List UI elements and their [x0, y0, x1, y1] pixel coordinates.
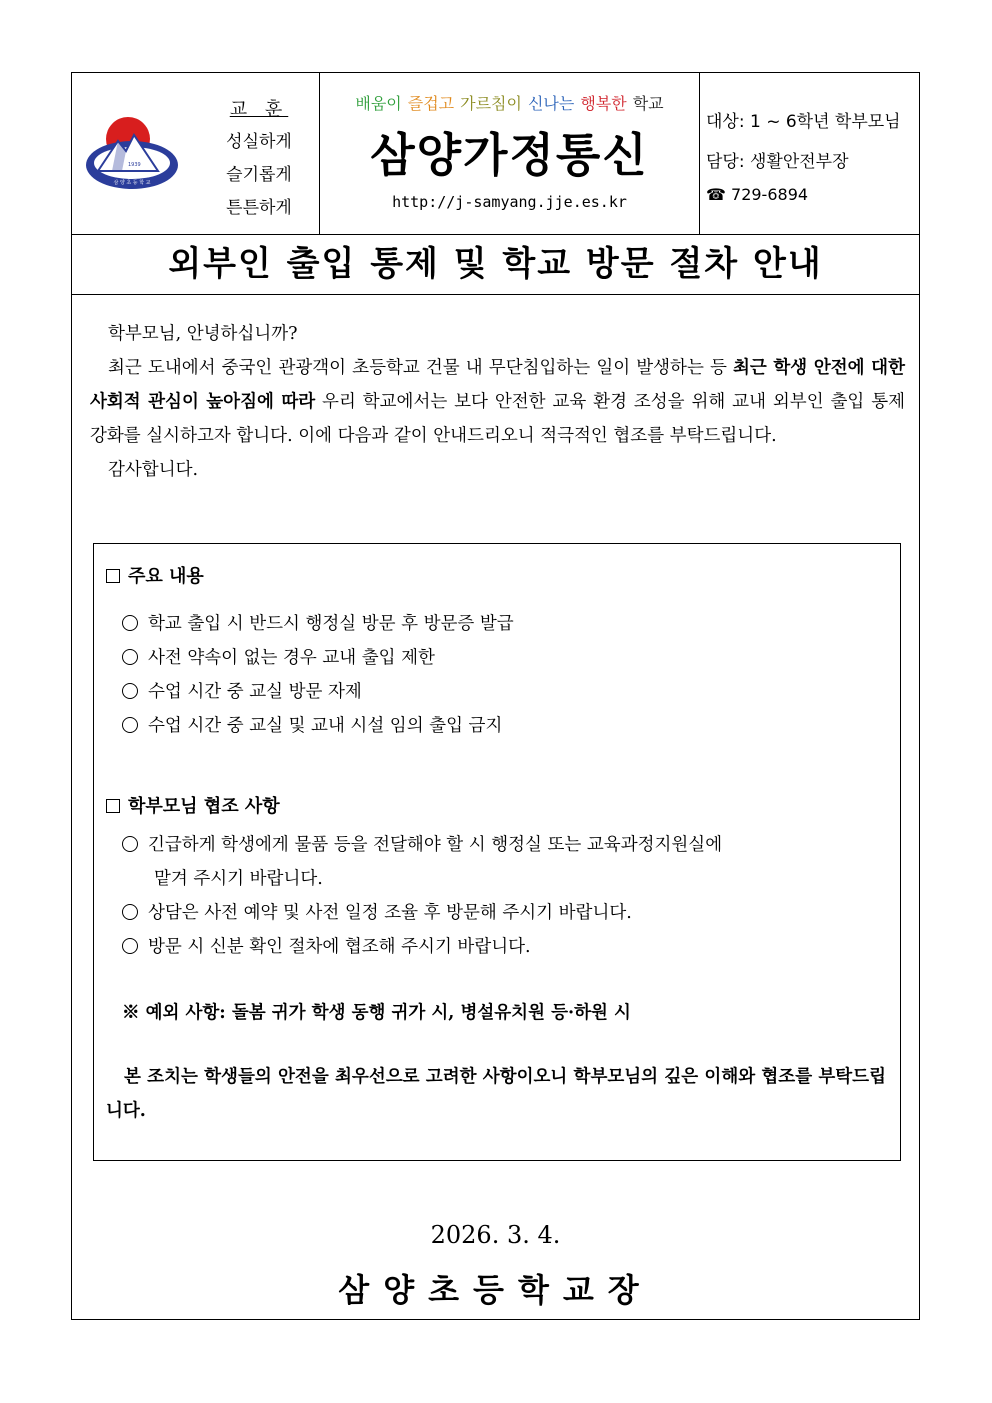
heading-text: 학부모님 협조 사항 — [128, 796, 280, 817]
item-text: 수업 시간 중 교실 및 교내 시설 임의 출입 금지 — [148, 716, 503, 736]
slogan-word: 행복한 — [580, 94, 627, 113]
details-box — [93, 543, 901, 1161]
greeting: 학부모님, 안녕하십니까? — [108, 324, 298, 344]
circle-bullet-icon — [122, 615, 138, 631]
motto-line: 슬기롭게 — [226, 165, 292, 185]
phone-number: ☎ 729-6894 — [706, 185, 809, 204]
slogan-word: 학교 — [632, 94, 664, 113]
cooperation-heading — [106, 792, 280, 818]
slogan-word: 가르침이 — [460, 94, 522, 113]
newsletter-header — [72, 73, 919, 235]
circle-bullet-icon — [122, 717, 138, 733]
list-item — [122, 641, 892, 675]
motto-line: 성실하게 — [226, 132, 292, 152]
circle-bullet-icon — [122, 836, 138, 852]
intro-text: 우리 학교에서는 보다 안전한 교육 환경 조성을 위해 교내 외부인 출입 통제 강화를 실시하고자 합니다. 이에 다음과 같이 안내드리오니 적극적인 협조를 부탁드립니다. — [90, 392, 906, 446]
motto-title: 교 훈 — [229, 99, 289, 120]
school-url: http://j-samyang.jje.es.kr — [392, 193, 627, 211]
item-text-continued: 맡겨 주시기 바랍니다. — [154, 869, 323, 889]
list-item — [122, 930, 892, 964]
intro-body — [90, 351, 905, 453]
school-logo — [82, 113, 182, 195]
header-left-cell — [72, 73, 320, 234]
intro-text: 최근 도내에서 중국인 관광객이 초등학교 건물 내 무단침입하는 일이 발생하는 등 — [108, 358, 733, 378]
heading-text: 주요 내용 — [128, 566, 204, 587]
list-item — [122, 896, 892, 930]
list-item — [122, 675, 892, 709]
signer: 삼양초등학교장 — [338, 1271, 653, 1309]
main-points-heading — [106, 562, 204, 588]
logo-year: 1939 — [128, 162, 141, 168]
contact-person: 담당: 생활안전부장 — [706, 152, 849, 172]
closing-statement — [106, 1060, 886, 1128]
item-text: 상담은 사전 예약 및 사전 일정 조율 후 방문해 주시기 바랍니다. — [148, 903, 632, 923]
header-center-cell — [320, 73, 700, 234]
intro-section — [90, 317, 905, 487]
exception-note: ※ 예외 사항: 돌봄 귀가 학생 동행 귀가 시, 병설유치원 등·하원 시 — [122, 1003, 631, 1023]
circle-bullet-icon — [122, 938, 138, 954]
closing-text: 본 조치는 학생들의 안전을 최우선으로 고려한 사항이오니 학부모님의 깊은 이해와 협조를 부탁드립니다. — [106, 1067, 886, 1121]
intro-emphasis: 최근 학생 안전에 대한 사회적 관심이 높아짐에 따라 — [90, 358, 905, 412]
circle-bullet-icon — [122, 683, 138, 699]
thanks: 감사합니다. — [108, 460, 199, 480]
document-frame — [71, 72, 920, 1320]
item-text: 수업 시간 중 교실 방문 자제 — [148, 682, 362, 702]
list-item — [122, 709, 892, 743]
slogan-word: 신나는 — [527, 94, 575, 113]
publication-title: 삼양가정통신 — [370, 128, 649, 182]
motto-line: 튼튼하게 — [226, 198, 292, 218]
school-slogan — [320, 91, 699, 114]
slogan-word: 배움이 — [355, 94, 402, 113]
item-text: 학교 출입 시 반드시 행정실 방문 후 방문증 발급 — [148, 614, 514, 634]
item-text: 사전 약속이 없는 경우 교내 출입 제한 — [148, 648, 435, 668]
list-item — [122, 607, 892, 641]
header-right-cell — [700, 73, 919, 234]
circle-bullet-icon — [122, 649, 138, 665]
slogan-word: 즐겁고 — [407, 94, 455, 113]
square-bullet-icon — [106, 799, 120, 813]
target-audience: 대상: 1 ~ 6학년 학부모님 — [706, 112, 901, 132]
notice-title: 외부인 출입 통제 및 학교 방문 절차 안내 — [168, 244, 823, 284]
issue-date: 2026. 3. 4. — [430, 1221, 561, 1249]
item-text: 긴급하게 학생에게 물품 등을 전달해야 할 시 행정실 또는 교육과정지원실에 — [148, 835, 723, 855]
logo-text: 삼 양 초 등 학 교 — [113, 180, 151, 186]
item-text: 방문 시 신분 확인 절차에 협조해 주시기 바랍니다. — [148, 937, 531, 957]
notice-title-bar — [72, 235, 919, 295]
circle-bullet-icon — [122, 904, 138, 920]
square-bullet-icon — [106, 569, 120, 583]
school-motto — [214, 93, 304, 225]
list-item — [122, 828, 892, 896]
